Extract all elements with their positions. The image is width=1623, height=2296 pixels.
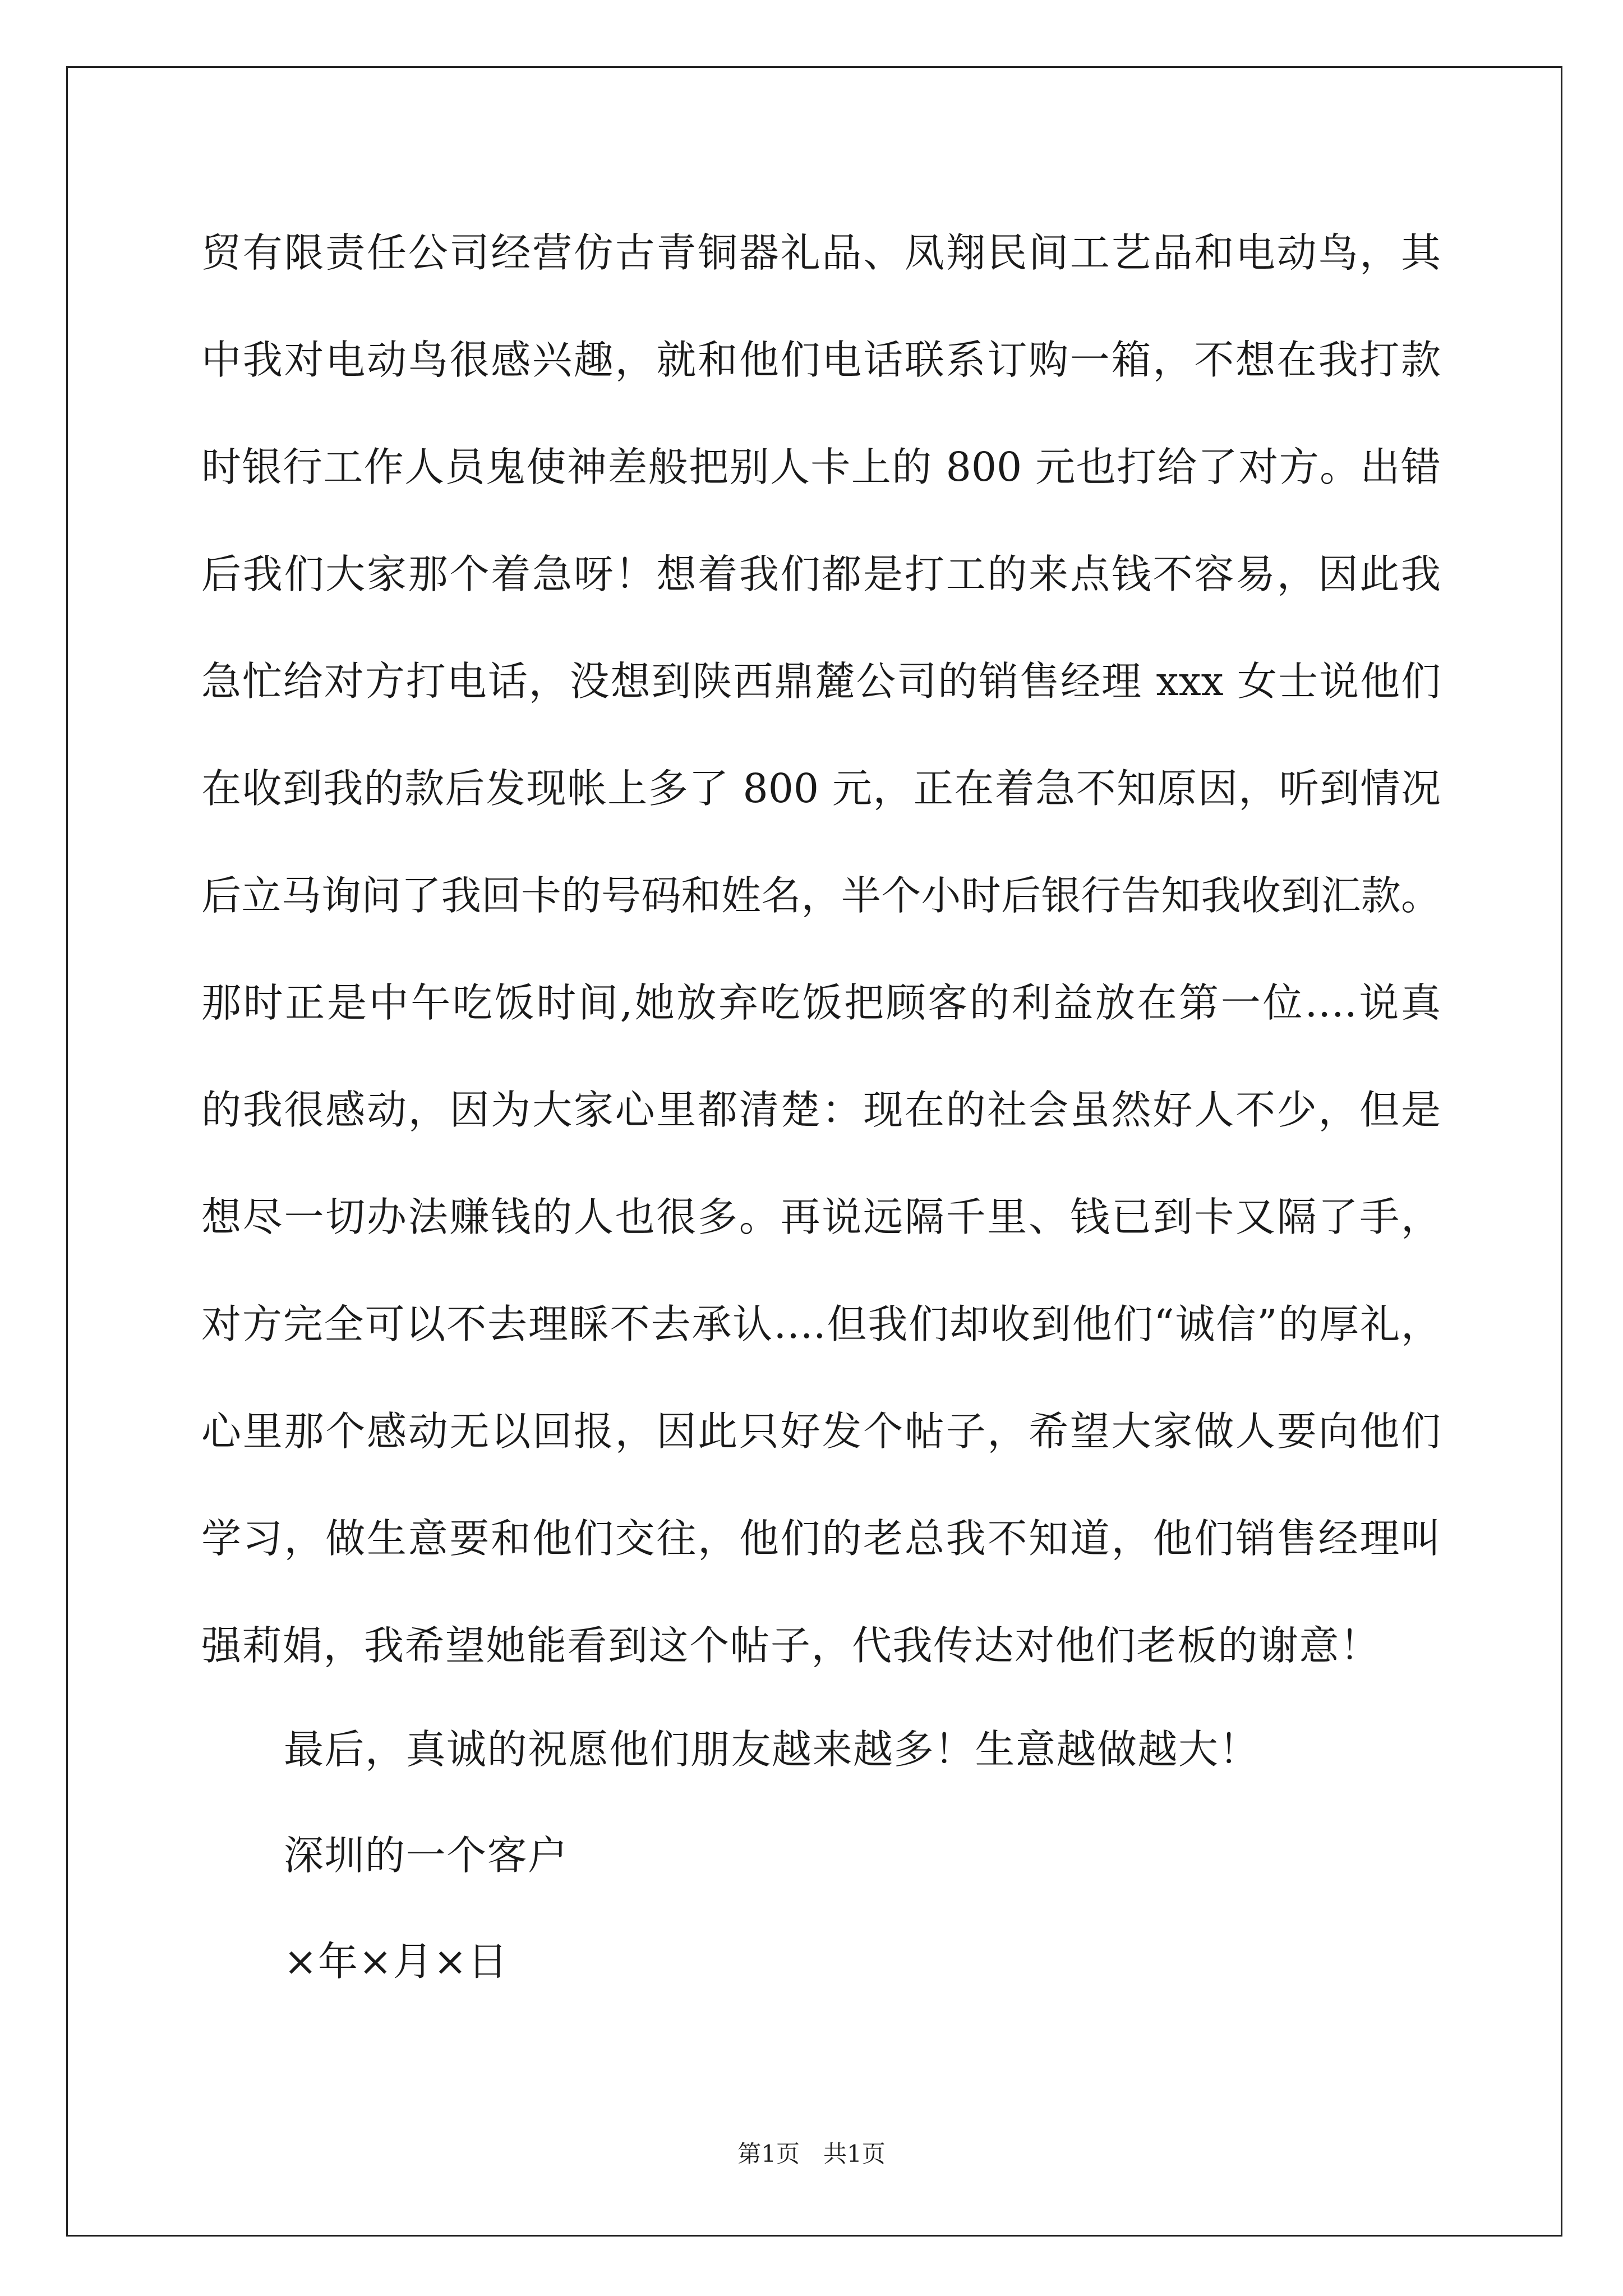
signature: 深圳的一个客户 xyxy=(284,1832,569,1879)
paragraph-line: 强莉娟，我希望她能看到这个帖子，代我传达对他们老板的谢意！ xyxy=(201,1622,1381,1669)
paragraph-line: 贸有限责任公司经营仿古青铜器礼品、凤翔民间工艺品和电动鸟，其 xyxy=(201,229,1441,276)
closing-wish: 最后，真诚的祝愿他们朋友越来越多！生意越做越大！ xyxy=(284,1726,1260,1773)
paragraph-line: 学习，做生意要和他们交往，他们的老总我不知道，他们销售经理叫 xyxy=(201,1515,1441,1562)
paragraph-line: 后立马询问了我回卡的号码和姓名，半个小时后银行告知我收到汇款。 xyxy=(201,872,1441,919)
paragraph-line: 中我对电动鸟很感兴趣，就和他们电话联系订购一箱，不想在我打款 xyxy=(201,337,1441,383)
paragraph-line: 想尽一切办法赚钱的人也很多。再说远隔千里、钱已到卡又隔了手， xyxy=(201,1194,1441,1240)
paragraph-line: 时银行工作人员鬼使神差般把别人卡上的 800 元也打给了对方。出错 xyxy=(201,444,1441,490)
paragraph-line: 后我们大家那个着急呀！想着我们都是打工的来点钱不容易，因此我 xyxy=(201,551,1441,597)
page-number-footer: 第1页 共1页 xyxy=(737,2140,886,2168)
paragraph-line: 心里那个感动无以回报，因此只好发个帖子，希望大家做人要向他们 xyxy=(201,1408,1441,1455)
paragraph-line: 那时正是中午吃饭时间,她放弃吃饭把顾客的利益放在第一位….说真 xyxy=(201,979,1441,1026)
paragraph-line: 的我很感动，因为大家心里都清楚：现在的社会虽然好人不少，但是 xyxy=(201,1087,1441,1133)
date-line: ×年×月×日 xyxy=(284,1938,509,1985)
paragraph-line: 急忙给对方打电话，没想到陕西鼎麓公司的销售经理 xxx 女士说他们 xyxy=(201,658,1441,705)
paragraph-line: 对方完全可以不去理睬不去承认….但我们却收到他们“诚信”的厚礼， xyxy=(201,1301,1441,1347)
paragraph-line: 在收到我的款后发现帐上多了 800 元，正在着急不知原因，听到情况 xyxy=(201,765,1441,812)
